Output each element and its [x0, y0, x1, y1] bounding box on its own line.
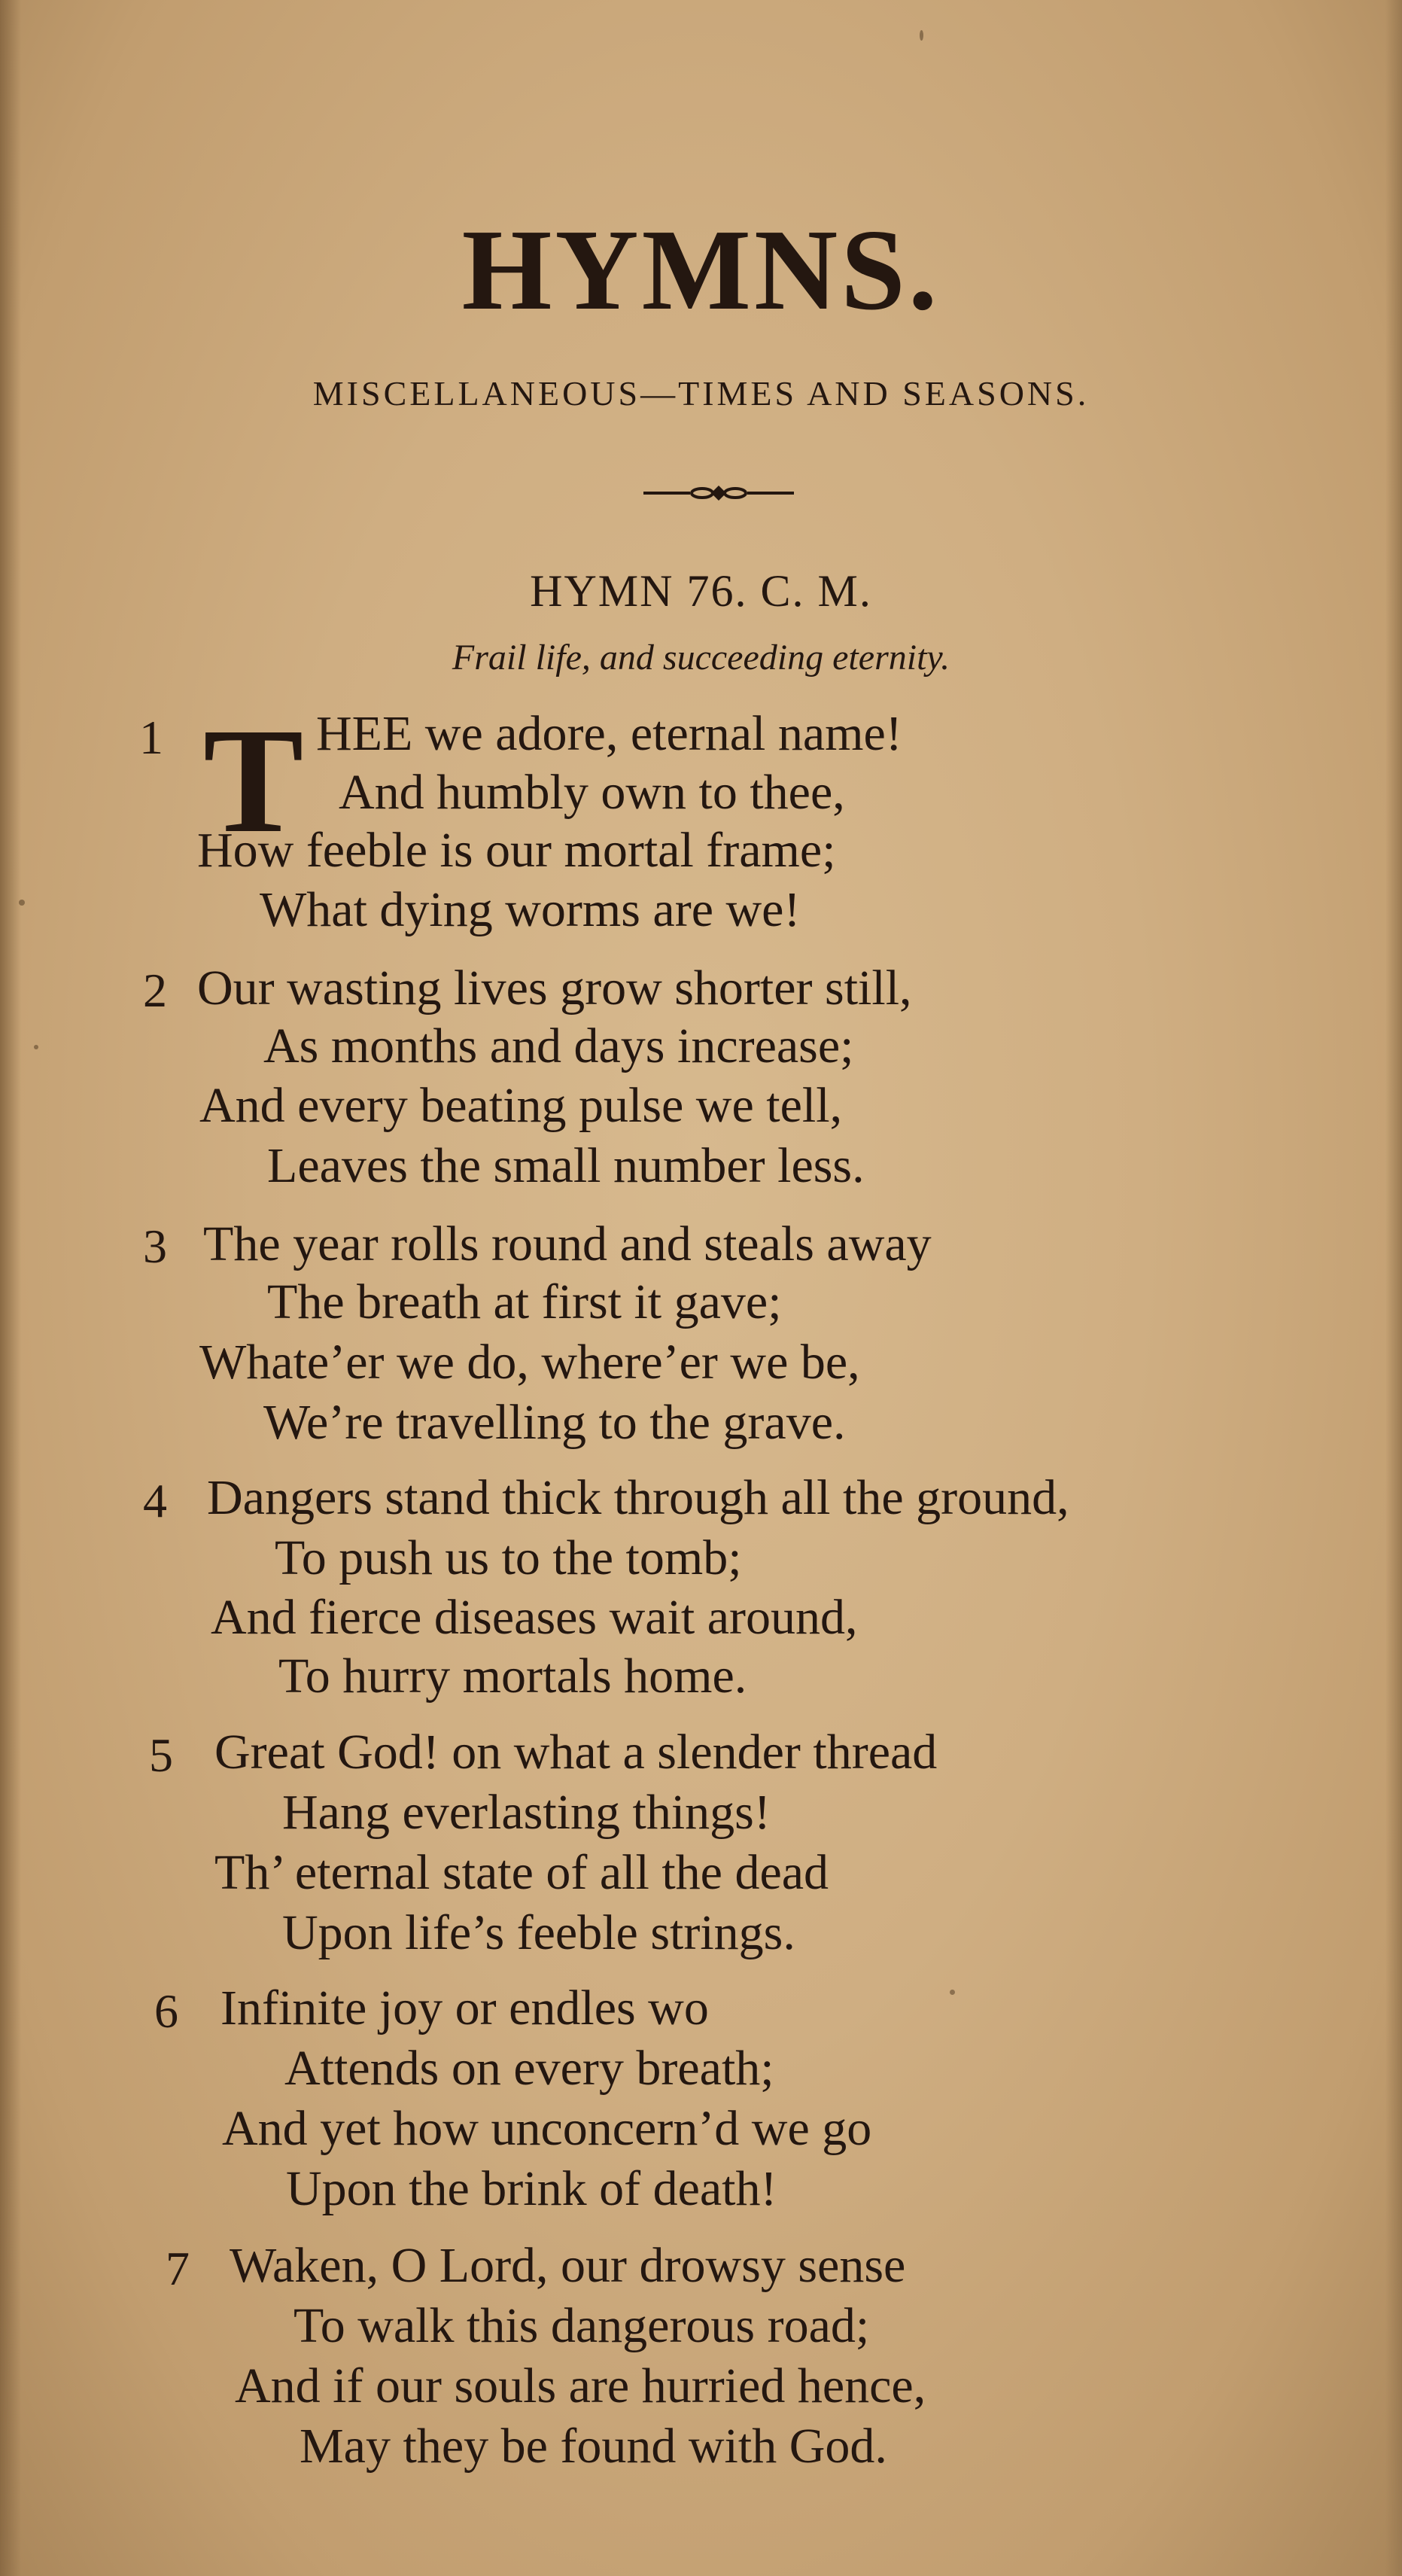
verse-line: And humbly own to thee, [339, 765, 845, 820]
verse-line: Great God! on what a slender thread [214, 1725, 938, 1780]
hymn-number: HYMN 76. C. M. [530, 566, 872, 616]
verse-number: 1 [139, 711, 163, 764]
verse-line: Th’ eternal state of all the dead [214, 1845, 829, 1900]
verse-number: 4 [143, 1474, 167, 1527]
page-title: HYMNS. [461, 206, 941, 334]
verse-line: And every beating pulse we tell, [199, 1078, 843, 1133]
paper-speck [19, 900, 25, 906]
verse-line: And yet how unconcern’d we go [222, 2101, 872, 2156]
verse-line: As months and days increase; [263, 1019, 854, 1073]
verse-line: How feeble is our mortal frame; [197, 823, 836, 878]
verse-line: What dying worms are we! [260, 882, 801, 937]
verse-number: 6 [154, 1984, 178, 2038]
paper-speck [34, 1045, 38, 1049]
hymn-subtitle: Frail life, and succeeding eternity. [452, 638, 950, 677]
verse-line: To push us to the tomb; [275, 1530, 742, 1585]
verse-line: Dangers stand thick through all the ground, [207, 1470, 1069, 1525]
verse-number: 3 [143, 1219, 167, 1273]
verse-line: To hurry mortals home. [278, 1649, 747, 1704]
verse-number: 2 [143, 964, 167, 1017]
section-heading: MISCELLANEOUS—TIMES AND SEASONS. [312, 374, 1090, 413]
verse-line: Waken, O Lord, our drowsy sense [230, 2238, 906, 2293]
paper-speck [920, 30, 923, 41]
paper-speck [950, 1990, 955, 1995]
verse-line: The breath at first it gave; [267, 1274, 782, 1329]
verse-line: We’re travelling to the grave. [263, 1395, 846, 1450]
verse-line: And fierce diseases wait around, [211, 1590, 858, 1645]
verse-line: Infinite joy or endles wo [220, 1981, 709, 2036]
verse-line: May they be found with God. [300, 2419, 887, 2474]
verse-line: The year rolls round and steals away [203, 1216, 932, 1271]
verse-line: And if our souls are hurried hence, [235, 2358, 926, 2413]
ornament-divider [643, 482, 794, 504]
verse-line: HEE we adore, eternal name! [316, 706, 902, 761]
verse-line: Attends on every breath; [284, 2041, 774, 2096]
verse-number: 5 [149, 1728, 173, 1782]
drop-cap: T [203, 698, 304, 864]
verse-line: Whate’er we do, where’er we be, [199, 1335, 860, 1390]
verse-line: Upon the brink of death! [286, 2161, 777, 2216]
verse-line: Our wasting lives grow shorter still, [197, 961, 912, 1015]
verse-line: Hang everlasting things! [282, 1785, 771, 1840]
verse-line: Leaves the small number less. [267, 1138, 865, 1193]
verse-number: 7 [166, 2242, 190, 2295]
verse-line: To walk this dangerous road; [293, 2298, 870, 2353]
verse-line: Upon life’s feeble strings. [282, 1905, 795, 1960]
